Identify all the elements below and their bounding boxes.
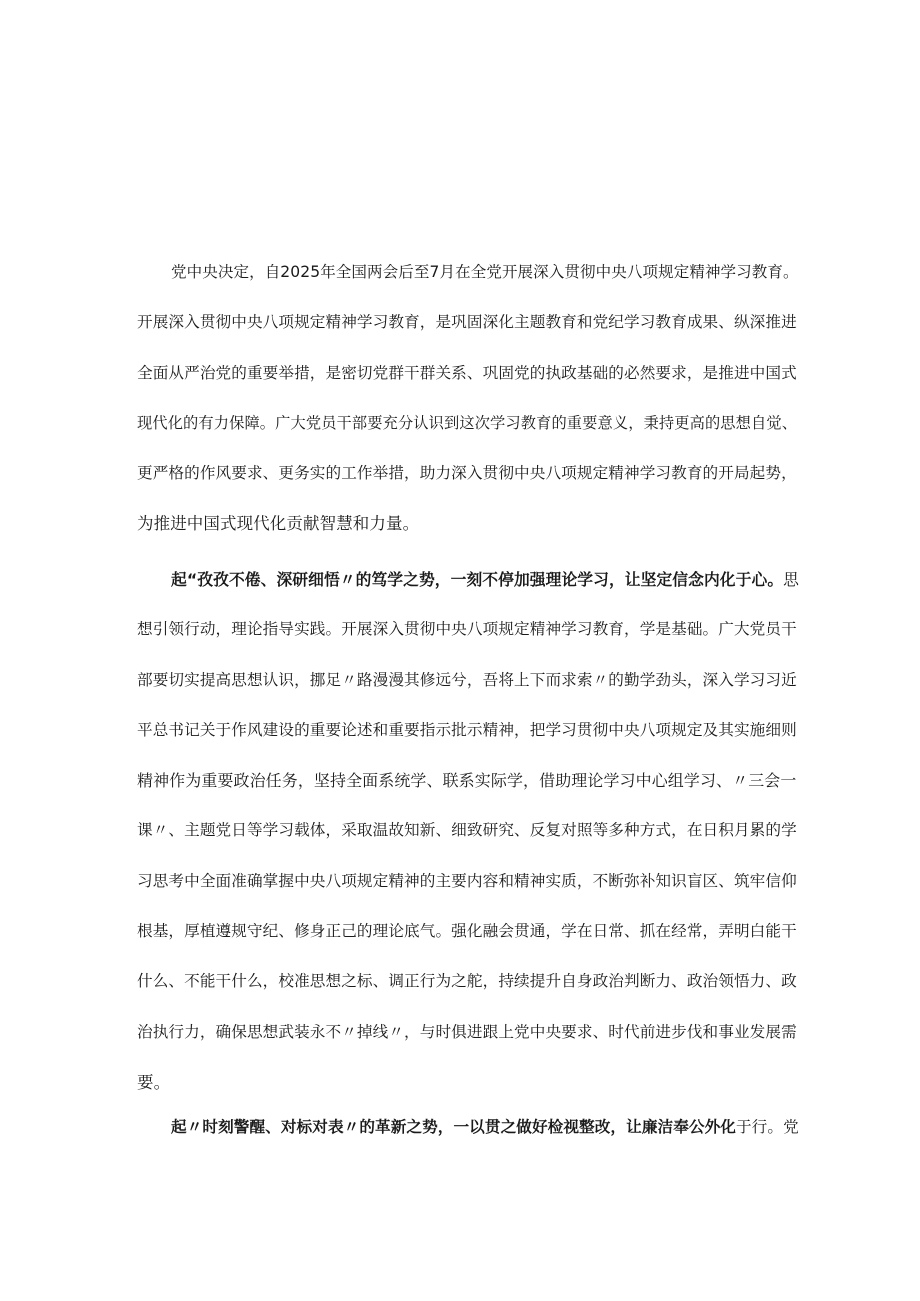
paragraph-heading-tail: 于行。党 bbox=[735, 1118, 799, 1136]
paragraph-heading-line bbox=[137, 570, 797, 589]
paragraph-line: 现代化的有力保障。广大党员干部要充分认识到这次学习教育的重要意义，秉持更高的思想自觉、 bbox=[137, 413, 798, 432]
paragraph-line: 更严格的作风要求、更务实的工作举措，助力深入贯彻中央八项规定精神学习教育的开局起势， bbox=[137, 464, 797, 483]
paragraph-intro bbox=[137, 263, 797, 533]
paragraph-heading-line bbox=[137, 1118, 797, 1137]
paragraph-rectify bbox=[137, 1118, 797, 1137]
paragraph-line: 要。 bbox=[137, 1072, 171, 1092]
paragraph-line: 为推进中国式现代化贡献智慧和力量。 bbox=[137, 514, 420, 534]
paragraph-heading: 起“孜孜不倦、深研细悟〃的笃学之势，一刻不停加强理论学习，让坚定信念内化于心。 bbox=[171, 570, 784, 589]
paragraph-heading-tail: 思 bbox=[783, 570, 799, 589]
paragraph-line: 平总书记关于作风建设的重要论述和重要指示批示精神，把学习贯彻中央八项规定及其实施细则 bbox=[137, 720, 797, 739]
paragraph-line: 课〃、主题党日等学习载体，采取温故知新、细致研究、反复对照等多种方式，在日积月累的学 bbox=[137, 821, 797, 840]
paragraph-study bbox=[137, 570, 797, 1092]
paragraph-line: 部要切实提高思想认识，挪足〃路漫漫其修远兮，吾将上下而求索〃的勤学劲头，深入学习习近 bbox=[137, 670, 797, 689]
paragraph-line: 开展深入贯彻中央八项规定精神学习教育，是巩固深化主题教育和党纪学习教育成果、纵深推进 bbox=[137, 313, 797, 332]
paragraph-line: 根基，厚植遵规守纪、修身正己的理论底气。强化融会贯通，学在日常、抓在经常，弄明白能干 bbox=[137, 922, 797, 941]
paragraph-line: 全面从严治党的重要举措，是密切党群干群关系、巩固党的执政基础的必然要求，是推进中国式 bbox=[137, 363, 797, 382]
paragraph-heading: 起〃时刻警醒、对标对表〃的革新之势，一以贯之做好检视整改，让廉洁奉公外化 bbox=[171, 1118, 736, 1136]
paragraph-line: 想引领行动，理论指导实践。开展深入贯彻中央八项规定精神学习教育，学是基础。广大党员干 bbox=[137, 620, 797, 639]
paragraph-line: 治执行力，确保思想武装永不〃掉线〃，与时俱进跟上党中央要求、时代前进步伐和事业发展需 bbox=[137, 1022, 797, 1041]
paragraph-line: 精神作为重要政治任务，坚持全面系统学、联系实际学，借助理论学习中心组学习、〃三会一 bbox=[137, 771, 797, 791]
paragraph-line: 什么、不能干什么，校准思想之标、调正行为之舵，持续提升自身政治判断力、政治领悟力、政 bbox=[137, 972, 797, 991]
paragraph-line: 党中央决定，自2025年全国两会后至7月在全党开展深入贯彻中央八项规定精神学习教育。 bbox=[171, 263, 799, 281]
paragraph-line: 习思考中全面准确掌握中央八项规定精神的主要内容和精神实质，不断弥补知识盲区、筑牢信仰 bbox=[137, 871, 797, 890]
